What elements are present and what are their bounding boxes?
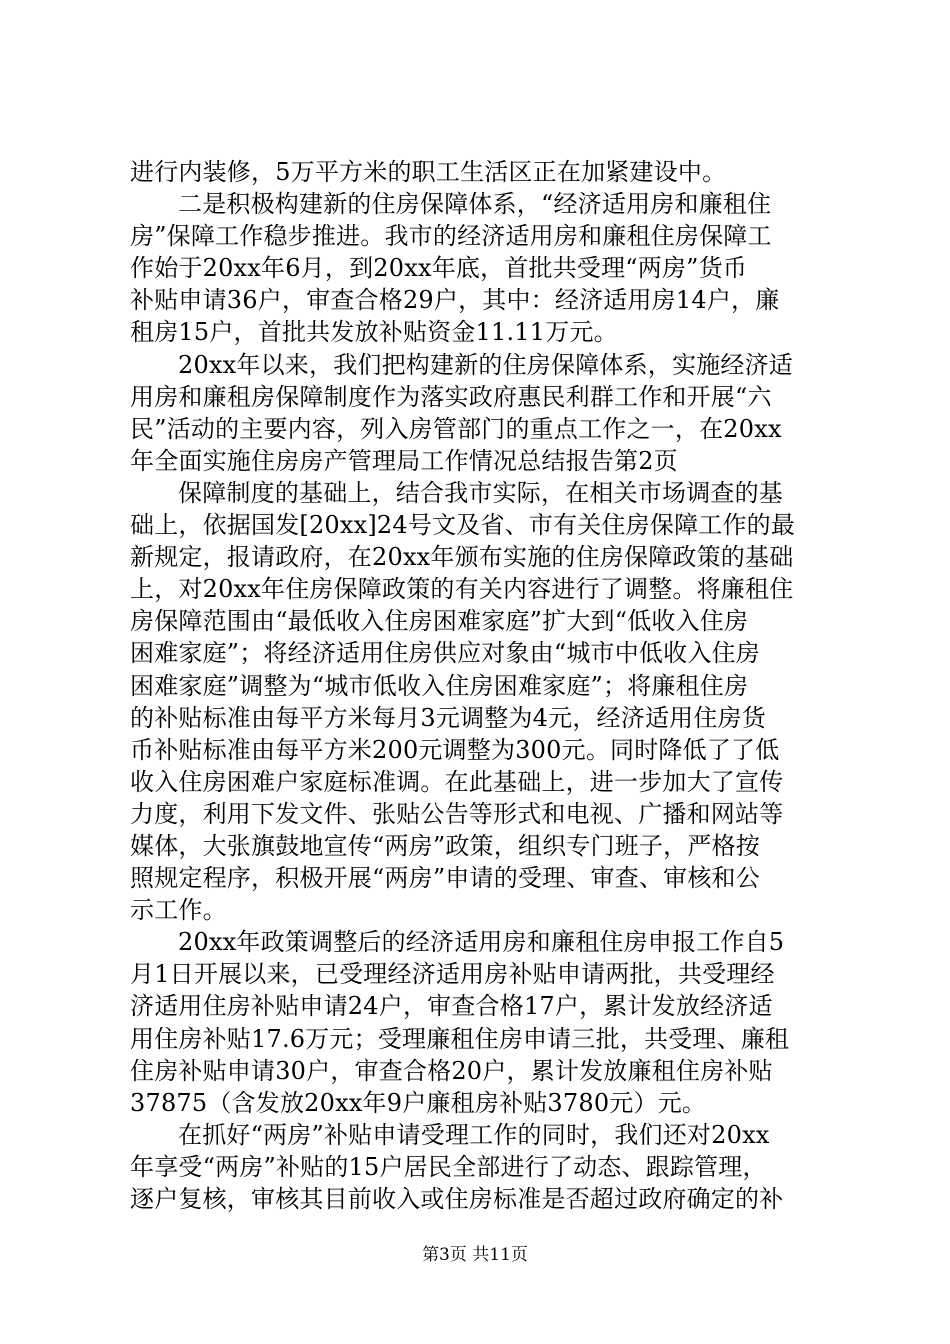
- text-line: 示工作。: [130, 896, 227, 925]
- text-line: 照规定程序，积极开展“两房”申请的受理、审查、审核和公: [130, 864, 760, 893]
- text-line: 年全面实施住房房产管理局工作情况总结报告第2页: [130, 446, 678, 475]
- text-line: 年享受“两房”补贴的15户居民全部进行了动态、跟踪管理，: [130, 1152, 767, 1181]
- text-line: 用房和廉租房保障制度作为落实政府惠民利群工作和开展“六: [130, 382, 772, 411]
- text-line: 逐户复核，审核其目前收入或住房标准是否超过政府确定的补: [130, 1185, 784, 1213]
- text-line: 的补贴标准由每平方米每月3元调整为4元，经济适用住房货: [130, 703, 766, 732]
- text-line: 础上，依据国发[20xx]24号文及省、市有关住房保障工作的最: [130, 511, 796, 540]
- text-line: 保障制度的基础上，结合我市实际，在相关市场调查的基: [178, 478, 783, 507]
- text-line: 济适用住房补贴申请24户，审查合格17户，累计发放经济适: [130, 992, 773, 1021]
- text-line: 困难家庭”；将经济适用住房供应对象由“城市中低收入住房: [130, 639, 760, 668]
- text-line: 二是积极构建新的住房保障体系，“经济适用房和廉租住: [178, 190, 772, 219]
- text-line: 住房补贴申请30户，审查合格20户，累计发放廉租住房补贴: [130, 1056, 773, 1085]
- text-line: 作始于20xx年6月，到20xx年底，首批共受理“两房”货币: [130, 254, 748, 283]
- text-line: 租房15户，首批共发放补贴资金11.11万元。: [130, 318, 618, 347]
- text-line: 房保障范围由“最低收入住房困难家庭”扩大到“低收入住房: [130, 607, 749, 636]
- text-line: 媒体，大张旗鼓地宣传“两房”政策，组织专门班子，严格按: [130, 831, 760, 860]
- text-line: 用住房补贴17.6万元；受理廉租住房申请三批，共受理、廉租: [130, 1024, 790, 1053]
- text-line: 困难家庭”调整为“城市低收入住房困难家庭”；将廉租住房: [130, 671, 749, 700]
- text-line: 房”保障工作稳步推进。我市的经济适用房和廉租住房保障工: [130, 222, 772, 251]
- text-line: 收入住房困难户家庭标准调。在此基础上，进一步加大了宣传: [130, 767, 784, 796]
- text-line: 币补贴标准由每平方米200元调整为300元。同时降低了了低: [130, 735, 780, 764]
- text-line: 新规定，报请政府，在20xx年颁布实施的住房保障政策的基础: [130, 543, 794, 572]
- text-line: 上，对20xx年住房保障政策的有关内容进行了调整。将廉租住: [130, 575, 794, 604]
- page-footer: 第3页 共11页: [422, 1245, 528, 1265]
- text-line: 民”活动的主要内容，列入房管部门的重点工作之一，在20xx: [130, 414, 782, 443]
- text-line: 进行内装修，5万平方米的职工生活区正在加紧建设中。: [130, 158, 727, 186]
- text-line: 37875（含发放20xx年9户廉租房补贴3780元）元。: [130, 1088, 707, 1117]
- text-line: 补贴申请36户，审查合格29户，其中：经济适用房14户，廉: [130, 286, 780, 315]
- text-line: 在抓好“两房”补贴申请受理工作的同时，我们还对20xx: [178, 1120, 770, 1149]
- text-line: 月1日开展以来，已受理经济适用房补贴申请两批，共受理经: [130, 960, 775, 989]
- text-line: 20xx年以来，我们把构建新的住房保障体系，实施经济适: [178, 350, 794, 379]
- text-line: 力度，利用下发文件、张贴公告等形式和电视、广播和网站等: [130, 799, 784, 828]
- text-line: 20xx年政策调整后的经济适用房和廉租住房申报工作自5: [178, 928, 785, 957]
- document-body: [130, 156, 822, 1215]
